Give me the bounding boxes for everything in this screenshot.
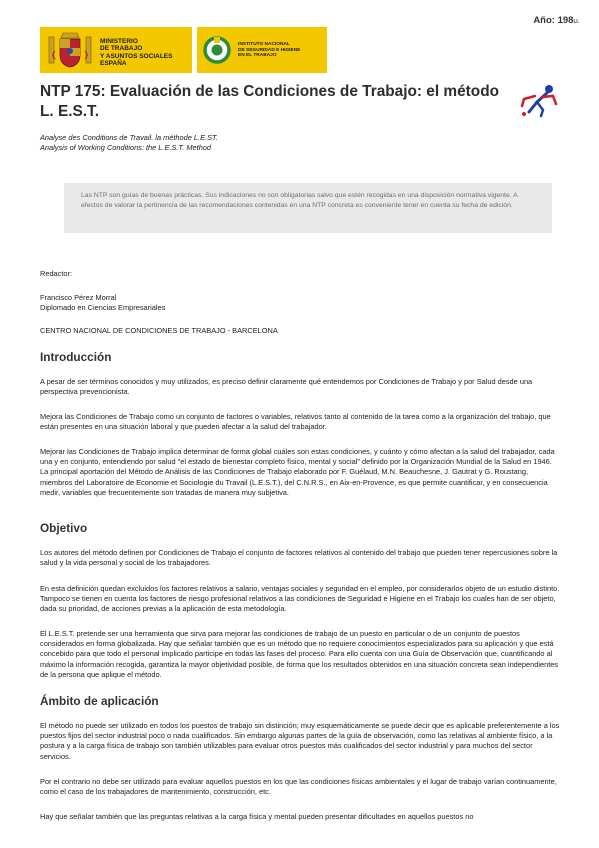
intro-heading: Introducción bbox=[40, 350, 112, 364]
insht-line-3: EN EL TRABAJO bbox=[238, 53, 277, 59]
objective-paragraph-2: En esta definición quedan excluidos los factores relativos a salario, ventajas sociales y seguridad en el empleo, por considerarlos objeto de un estudio distinto. Tampoco se tienen en cuenta los factores de riesgo profesional relativos a las condiciones de Seguridad e Higiene en el Trabajo los cuales han de ser objeto, dada su prioridad, de acciones previas a la aplicación de esta metodología. bbox=[40, 584, 560, 614]
insht-emblem-icon bbox=[203, 36, 231, 64]
year-label bbox=[533, 15, 579, 26]
intro-paragraph-1: A pesar de ser términos conocidos y muy utilizados, es preciso definir claramente qué entendemos por Condiciones de Trabajo y por Salud desde una perspectiva prevencionista. bbox=[40, 377, 533, 397]
ministry-line-4: ESPAÑA bbox=[100, 60, 127, 68]
objective-paragraph-3: El L.E.S.T. pretende ser una herramienta que sirva para mejorar las condiciones de trabajo de un puesto en particular o de un conjunto de puestos considerados en forma globalizada. Hay que señalar también que es un método que no requiere conocimientos especializados para su aplicación y que está concebido para que todo el personal implicado participe en todas las fases del proceso. Para ello cuenta con una Guía de Observación que, cuantificando al máximo la información recogida, garantiza la mayor objetividad posible, de forma que los resultados obtenidos en una situación concreta sean independientes de la persona que aplique el método. bbox=[40, 629, 559, 679]
year-text: Año: 198 bbox=[533, 15, 574, 26]
intro-paragraph-2: Mejora las Condiciones de Trabajo como un conjunto de factores o variables, relativos tanto al contenido de la tarea como a la organización del trabajo, que están presentes en una situación laboral y que pueden afectar a la salud del trabajador. bbox=[40, 412, 551, 432]
ministry-logo bbox=[40, 27, 192, 73]
insht-line-2: DE SEGURIDAD E HIGIENE bbox=[238, 47, 301, 53]
ministry-logo-text bbox=[100, 38, 172, 68]
insht-logo bbox=[197, 27, 327, 73]
center-name: CENTRO NACIONAL DE CONDICIONES DE TRABAJO - BARCELONA bbox=[40, 326, 278, 335]
scope-paragraph-2: Por el contrario no debe ser utilizado para evaluar aquellos puestos en los que las condiciones físicas ambientales y el lugar de trabajo varían continuamente, como el caso de los trabajadores de mantenimiento, construcción, etc. bbox=[40, 777, 557, 797]
ministry-line-2: DE TRABAJO bbox=[100, 45, 143, 53]
intro-paragraph-3: Mejorar las Condiciones de Trabajo implica determinar de forma global cuáles son estas condiciones, y cuánto y cómo afectan a la salud del trabajador, cada una y en conjunto, entendiendo por salud "el estado de bienestar completo físico, mental y social" definido por la Organización Mundial de la Salud en 1946. La principal aportación del Método de Análisis de las Condiciones de Trabajo elaborado por F. Guélaud, M.N. Beauchesne, J. Gautrat y G. Roustang, miembros del Laboratoire de Economie et Sociologie du Travail (L.E.S.T.), del C.N.R.S., en Aix-en-Provence, es que permite cuantificar, y en consecuencia medir, variables que frecuentemente son tratadas de manera muy subjetiva. bbox=[40, 447, 555, 497]
ministry-line-1: MINISTERIO bbox=[100, 38, 138, 45]
objective-paragraph-1: Los autores del método definen por Condiciones de Trabajo el conjunto de factores relativos al contenido del trabajo que pueden tener repercusiones sobre la salud y la vida personal y social de los trabajadores. bbox=[40, 548, 558, 568]
redactor-label: Redactor: bbox=[40, 269, 73, 278]
subtitle-french: Analyse des Conditions de Travail. la méthode L.E.ST. bbox=[40, 133, 218, 142]
ntp-notice-box: Las NTP son guías de buenas prácticas. Sus indicaciones no son obligatorias salvo que estén recogidas en una disposición normativa vigente. A efectos de valorar la pertinencia de las recomendaciones contenidas en una NTP concreta es conveniente tener en cuenta su fecha de edición. bbox=[64, 183, 552, 233]
worker-figure-icon bbox=[519, 82, 559, 118]
scope-paragraph-1: El método no puede ser utilizado en todos los puestos de trabajo sin distinción; muy esquemáticamente se puede decir que es aplicable preferentemente a los puestos fijos del sector industrial poco o nada cualificados. Sin embargo algunas partes de la guía de observación, como las relativas al ambiente físico, a la postura y a la carga física de trabajo son también utilizables para evaluar otros puestos más cualificados del sector industrial y para muchos del sector servicios. bbox=[40, 721, 560, 761]
insht-logo-text bbox=[238, 42, 300, 59]
coat-of-arms-icon bbox=[47, 31, 93, 69]
document-title: NTP 175: Evaluación de las Condiciones de Trabajo: el método L. E.S.T. bbox=[40, 83, 499, 120]
subtitle-english: Analysis of Working Conditions: the L.E.S.T. Method bbox=[40, 143, 212, 152]
ministry-line-3: Y ASUNTOS SOCIALES bbox=[100, 52, 173, 60]
insht-line-1: INSTITUTO NACIONAL bbox=[238, 42, 290, 47]
author-name: Francisco Pérez Morral bbox=[40, 293, 117, 302]
scope-heading: Ámbito de aplicación bbox=[40, 694, 159, 708]
author-title: Diplomado en Ciencias Empresariales bbox=[40, 303, 166, 312]
scope-paragraph-3: Hay que señalar también que las preguntas relativas a la carga física y mental pueden presentar dificultades en aquellos puestos no bbox=[40, 812, 474, 821]
objective-heading: Objetivo bbox=[40, 521, 88, 535]
year-suffix: l.l. bbox=[573, 19, 579, 25]
